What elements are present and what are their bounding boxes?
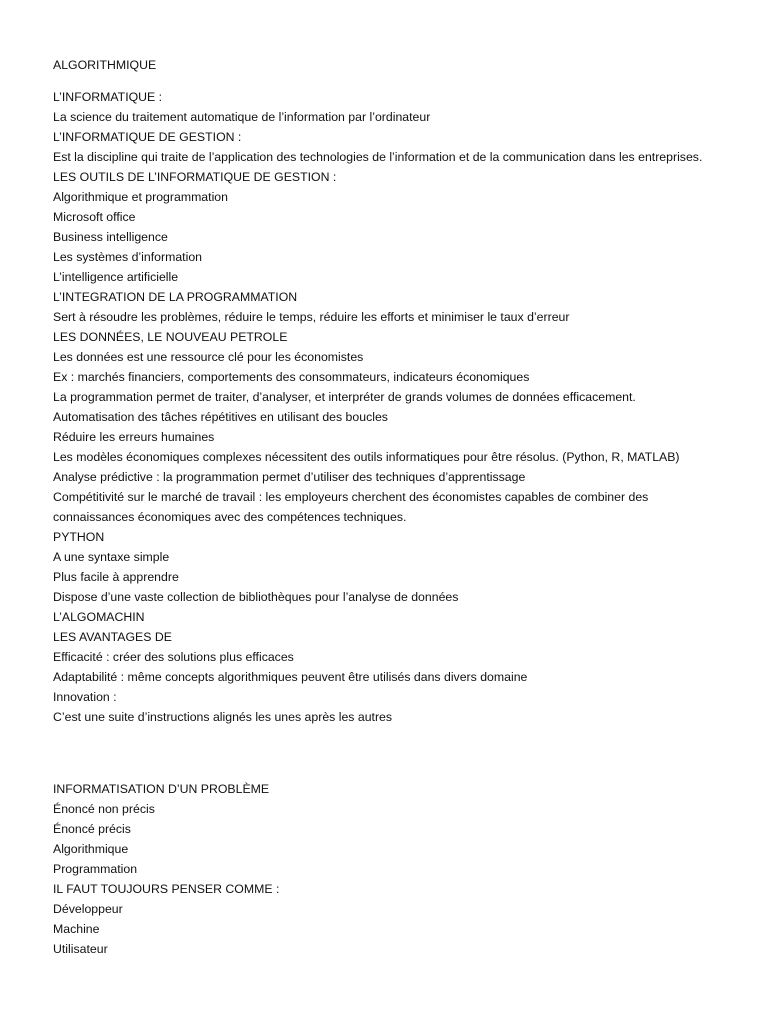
text-line: Ex : marchés financiers, comportements des consommateurs, indicateurs économiques bbox=[53, 370, 530, 384]
text-line: L’ALGOMACHIN bbox=[53, 610, 145, 624]
text-line: Utilisateur bbox=[53, 942, 108, 956]
text-line: Dispose d’une vaste collection de bibliothèques pour l’analyse de données bbox=[53, 590, 459, 604]
text-line: L’INFORMATIQUE DE GESTION : bbox=[53, 130, 242, 144]
text-line: Les données est une ressource clé pour les économistes bbox=[53, 350, 364, 364]
text-line: Algorithmique bbox=[53, 842, 129, 856]
text-line: A une syntaxe simple bbox=[53, 550, 170, 564]
text-line: Énoncé précis bbox=[53, 822, 131, 836]
text-line: L’INFORMATIQUE : bbox=[53, 90, 163, 104]
text-line: LES AVANTAGES DE bbox=[53, 630, 172, 644]
text-line: Algorithmique et programmation bbox=[53, 190, 228, 204]
text-line: Compétitivité sur le marché de travail : les employeurs cherchent des économistes capables de combiner des connaissances économiques avec des compétences techniques. bbox=[53, 490, 649, 524]
text-line: IL FAUT TOUJOURS PENSER COMME : bbox=[53, 882, 280, 896]
text-line: Réduire les erreurs humaines bbox=[53, 430, 215, 444]
text-line: Business intelligence bbox=[53, 230, 168, 244]
blank-line bbox=[53, 743, 713, 763]
text-line: Microsoft office bbox=[53, 210, 136, 224]
text-line: L’intelligence artificielle bbox=[53, 270, 179, 284]
text-line: Efficacité : créer des solutions plus efficaces bbox=[53, 650, 294, 664]
text-line: LES DONNÉES, LE NOUVEAU PETROLE bbox=[53, 330, 288, 344]
text-line: Adaptabilité : même concepts algorithmiques peuvent être utilisés dans divers domaine bbox=[53, 670, 528, 684]
text-line: La science du traitement automatique de l’information par l’ordinateur bbox=[53, 110, 431, 124]
text-line: Les modèles économiques complexes nécessitent des outils informatiques pour être résolus. (Python, R, MATLAB) bbox=[53, 450, 680, 464]
text-line: L’INTEGRATION DE LA PROGRAMMATION bbox=[53, 290, 298, 304]
text-line: Sert à résoudre les problèmes, réduire le temps, réduire les efforts et minimiser le taux d’erreur bbox=[53, 310, 570, 324]
text-line: Innovation : bbox=[53, 690, 117, 704]
text-line: Programmation bbox=[53, 862, 138, 876]
text-line: LES OUTILS DE L’INFORMATIQUE DE GESTION : bbox=[53, 170, 337, 184]
text-line: Plus facile à apprendre bbox=[53, 570, 179, 584]
text-line: C’est une suite d’instructions alignés les unes après les autres bbox=[53, 710, 393, 724]
text-line: PYTHON bbox=[53, 530, 105, 544]
document-page bbox=[53, 55, 713, 959]
document-body bbox=[53, 87, 713, 959]
text-line: Automatisation des tâches répétitives en utilisant des boucles bbox=[53, 410, 388, 424]
text-line: Développeur bbox=[53, 902, 123, 916]
text-line: INFORMATISATION D’UN PROBLÈME bbox=[53, 782, 270, 796]
text-line: Énoncé non précis bbox=[53, 802, 155, 816]
text-line: Analyse prédictive : la programmation permet d’utiliser des techniques d’apprentissage bbox=[53, 470, 526, 484]
text-line: Machine bbox=[53, 922, 100, 936]
text-line: Les systèmes d’information bbox=[53, 250, 202, 264]
document-title: ALGORITHMIQUE bbox=[53, 58, 157, 72]
text-line: Est la discipline qui traite de l’application des technologies de l’information et de la communication dans les entreprises. bbox=[53, 150, 703, 164]
text-line: La programmation permet de traiter, d’analyser, et interpréter de grands volumes de données efficacement. bbox=[53, 390, 636, 404]
